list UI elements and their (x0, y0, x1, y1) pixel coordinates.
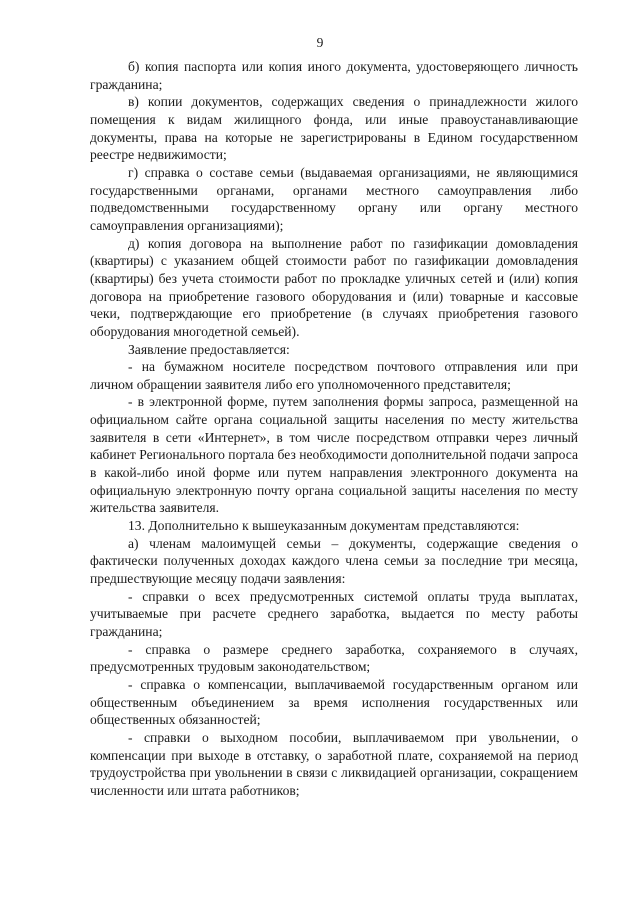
paragraph-electronic-submission: - в электронной форме, путем заполнения формы запроса, размещенной на официальном сайте органа социальной защиты населения по месту жительства заявителя в сети «Интернет», в том числе посредством отправки через личный кабинет Регионального портала без необходимости дополнительной подачи запроса в какой-либо иной форме или путем направления электронного документа на официальную электронную почту органа социальной защиты населения по месту жительства заявителя. (90, 394, 578, 516)
paragraph-severance: - справки о выходном пособии, выплачиваемом при увольнении, о компенсации при выходе в отставку, о заработной плате, сохраняемой на период трудоустройства при увольнении в связи с ликвидацией организации, сокращением численности или штата работников; (90, 729, 578, 798)
paragraph-gasification-contract: д) копия договора на выполнение работ по газификации домовладения (квартиры) с указанием общей стоимости работ по газификации домовладения (квартиры) без учета стоимости работ по прокладке уличных сетей и (или) копия договора на приобретение газового оборудования и (или) товарные и кассовые чеки, подтверждающие его приобретение (в случаях приобретения газового оборудования многодетной семьей). (90, 235, 578, 339)
paragraph-housing-documents: в) копии документов, содержащих сведения о принадлежности жилого помещения к видам жилищного фонда, или иные правоустанавливающие документы, права на которые не зарегистрированы в Едином государственном реестре недвижимости; (90, 94, 578, 163)
paragraph-passport: б) копия паспорта или копия иного документа, удостоверяющего личность гражданина; (90, 59, 578, 92)
paragraph-average-earnings: - справка о размере среднего заработка, сохраняемого в случаях, предусмотренных трудовым законодательством; (90, 641, 578, 675)
paragraph-payment-certificates: - справки о всех предусмотренных системой оплаты труда выплатах, учитываемые при расчете среднего заработка, выдается по месту работы гражданина; (90, 588, 578, 639)
paragraph-application-submitted: Заявление предоставляется: (128, 341, 290, 357)
paragraph-low-income-family: а) членам малоимущей семьи – документы, содержащие сведения о фактически полученных доходах каждого члена семьи за последние три месяца, предшествующие месяцу подачи заявления: (90, 535, 578, 587)
paragraph-compensation: - справка о компенсации, выплачиваемой государственным органом или общественным объединением за время исполнения государственных или общественных обязанностей; (90, 676, 578, 728)
paragraph-family-certificate: г) справка о составе семьи (выдаваемая организациями, не являющимися государственными органами, органами местного самоуправления либо подведомственными государственному органу или органу местного самоуправления организациями); (90, 164, 578, 233)
paragraph-paper-submission: - на бумажном носителе посредством почтового отправления или при личном обращении заявителя либо его уполномоченного представителя; (90, 359, 578, 392)
document-body (90, 58, 578, 800)
paragraph-section-13: 13. Дополнительно к вышеуказанным документам представляются: (128, 518, 520, 534)
page-number: 9 (316, 35, 324, 50)
